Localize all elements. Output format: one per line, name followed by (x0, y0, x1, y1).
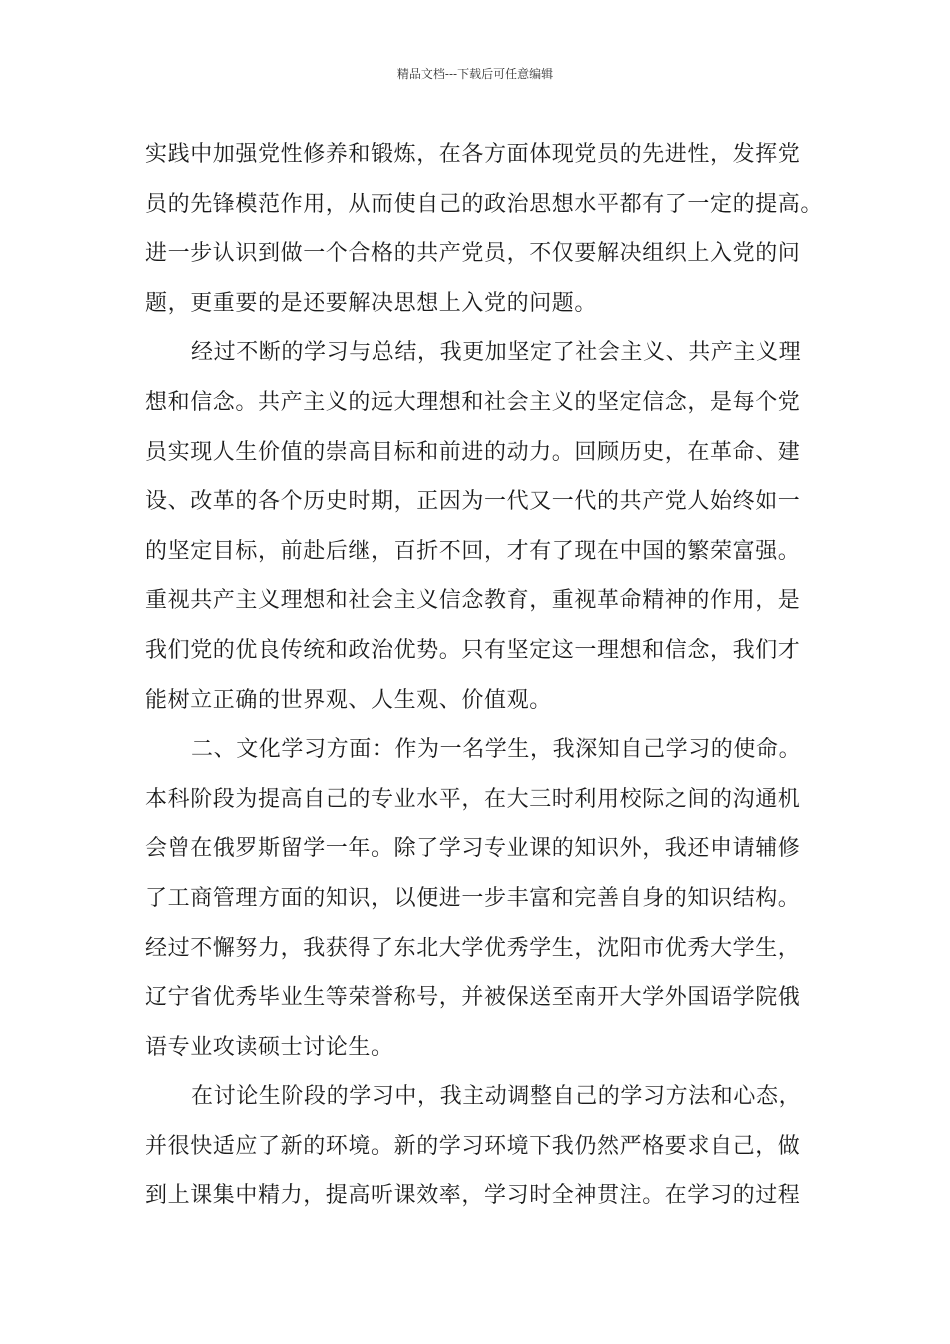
text-line: 语专业攻读硕士讨论生。 (145, 1034, 394, 1060)
text-line: 会曾在俄罗斯留学一年。除了学习专业课的知识外，我还申请辅修 (145, 836, 801, 862)
text-line: 经过不断的学习与总结，我更加坚定了社会主义、共产主义理 (191, 340, 802, 366)
paragraph (145, 725, 815, 1072)
text-line: 在讨论生阶段的学习中，我主动调整自己的学习方法和心态， (191, 1084, 802, 1110)
text-line: 题，更重要的是还要解决思想上入党的问题。 (145, 290, 598, 316)
text-line: 到上课集中精力，提高听课效率，学习时全神贯注。在学习的过程 (145, 1183, 801, 1209)
text-line: 实践中加强党性修养和锻炼，在各方面体现党员的先进性，发挥党 (145, 142, 801, 167)
text-line: 能树立正确的世界观、人生观、价值观。 (145, 687, 552, 713)
text-line: 我们党的优良传统和政治优势。只有坚定这一理想和信念，我们才 (145, 637, 801, 663)
text-line: 想和信念。共产主义的远大理想和社会主义的坚定信念，是每个党 (145, 389, 801, 415)
text-line: 员的先锋模范作用，从而使自己的政治思想水平都有了一定的提高。 (145, 191, 824, 217)
text-line: 设、改革的各个历史时期，正因为一代又一代的共产党人始终如一 (145, 489, 801, 515)
text-line: 重视共产主义理想和社会主义信念教育，重视革命精神的作用，是 (145, 588, 801, 614)
text-line: 员实现人生价值的崇高目标和前进的动力。回顾历史，在革命、建 (145, 439, 801, 465)
text-line: 了工商管理方面的知识，以便进一步丰富和完善自身的知识结构。 (145, 885, 801, 911)
text-line: 经过不懈努力，我获得了东北大学优秀学生，沈阳市优秀大学生， (145, 935, 801, 961)
page-header: 精品文档---下载后可任意编辑 (396, 67, 554, 81)
paragraph (145, 1072, 815, 1221)
paragraph (145, 328, 815, 725)
text-line: 二、文化学习方面：作为一名学生，我深知自己学习的使命。 (191, 737, 802, 763)
document-body (145, 130, 824, 1221)
text-line: 本科阶段为提高自己的专业水平，在大三时利用校际之间的沟通机 (145, 786, 801, 812)
text-line: 并很快适应了新的环境。新的学习环境下我仍然严格要求自己，做 (145, 1133, 801, 1159)
paragraph (145, 130, 824, 328)
text-line: 的坚定目标，前赴后继，百折不回，才有了现在中国的繁荣富强。 (145, 538, 801, 564)
text-line: 辽宁省优秀毕业生等荣誉称号，并被保送至南开大学外国语学院俄 (145, 985, 801, 1011)
text-line: 进一步认识到做一个合格的共产党员，不仅要解决组织上入党的问 (145, 241, 801, 267)
